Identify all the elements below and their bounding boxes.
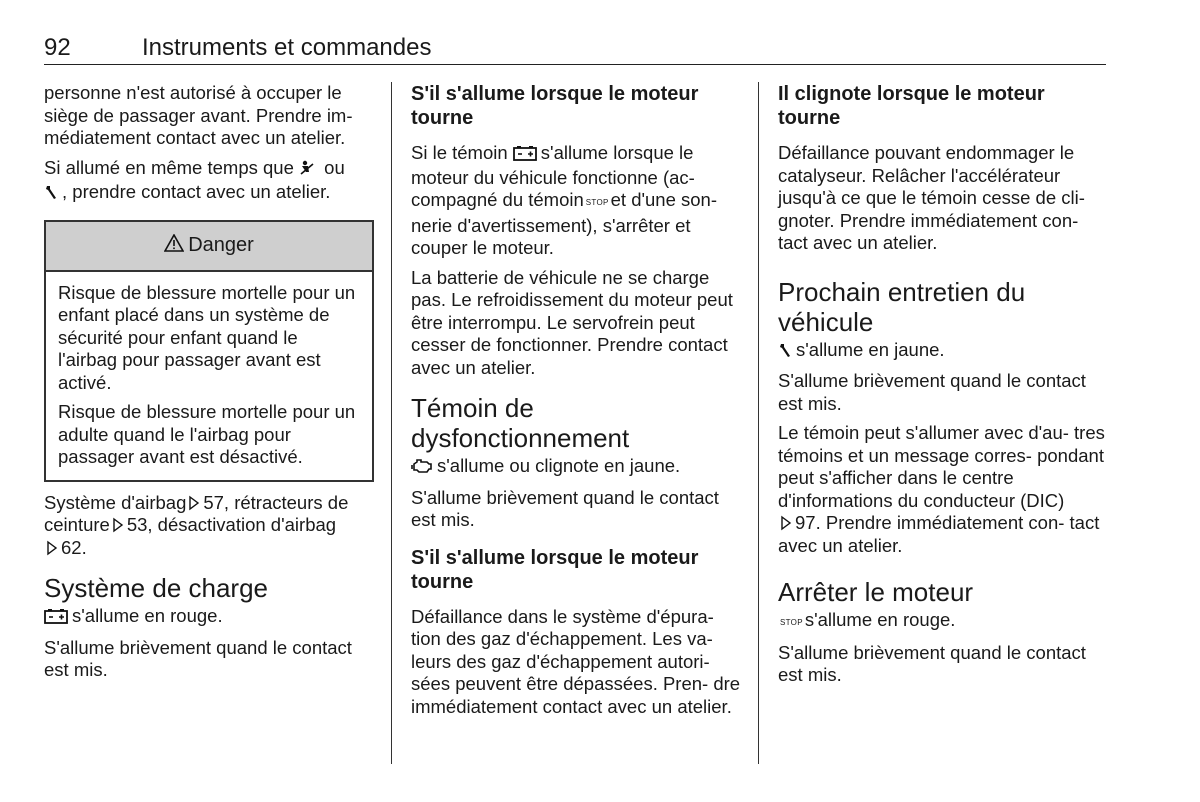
paragraph: Défaillance pouvant endommager le catalyseur. Relâcher l'accélérateur jusqu'à ce que le témoin cesse de cli- gnoter. Prendre immédiatement con- tact avec un atelier. xyxy=(778,142,1085,253)
text: 53, désactivation d'airbag xyxy=(126,514,337,535)
paragraph: S'allume brièvement quand le contact est mis. xyxy=(778,370,1086,414)
seatbelt-icon xyxy=(299,159,315,182)
paragraph: S'allume brièvement quand le contact est mis. xyxy=(411,486,719,530)
text: s'allume en jaune. xyxy=(796,338,945,360)
subheading: S'il s'allume lorsque le moteur tourne xyxy=(411,83,699,129)
column-2 xyxy=(411,82,741,725)
column-divider xyxy=(758,82,759,764)
subheading: S'il s'allume lorsque le moteur tourne xyxy=(411,546,699,593)
text: Système d'airbag xyxy=(44,491,187,513)
paragraph: Risque de blessure mortelle pour un adulte quand le l'airbag pour passager avant est désactivé. xyxy=(58,401,356,467)
page-reference-icon xyxy=(112,517,124,533)
section-heading: Système de charge xyxy=(44,573,269,603)
text: s'allume lorsque le moteur du véhicule fonctionne (ac- compagné du témoin xyxy=(411,142,695,210)
page-reference-icon xyxy=(780,515,792,531)
paragraph: S'allume brièvement quand le contact est mis. xyxy=(778,641,1086,685)
section-heading: Prochain entretien du véhicule xyxy=(778,276,1026,337)
paragraph xyxy=(44,157,374,206)
engine-icon xyxy=(411,457,433,480)
text: Le témoin peut s'allumer avec d'au- tres témoins et un message corres- pondant peut s'afficher dans le centre d'informations du conducteur (DIC) xyxy=(778,422,1105,511)
warning-triangle-icon xyxy=(164,234,184,258)
column-1 xyxy=(44,82,374,689)
paragraph: La batterie de véhicule ne se charge pas. Le refroidissement du moteur peut être interrompu. Le servofrein peut cesser de fonctionner. Prendre contact avec un atelier. xyxy=(411,266,733,378)
section-heading: Témoin de dysfonctionnement xyxy=(411,393,630,453)
paragraph xyxy=(411,455,741,480)
stop-icon: STOP xyxy=(585,198,609,207)
battery-icon xyxy=(44,607,68,630)
column-3 xyxy=(778,82,1108,694)
text: ou xyxy=(324,156,345,178)
page-header xyxy=(44,34,1106,65)
text: s'allume en rouge. xyxy=(804,609,956,630)
danger-header xyxy=(46,222,372,272)
text: , prendre contact avec un atelier. xyxy=(62,181,331,202)
text: 97. Prendre immédiatement con- tact avec un atelier. xyxy=(778,512,1100,556)
paragraph xyxy=(778,609,1108,635)
danger-box xyxy=(44,220,374,482)
cross-references xyxy=(44,492,374,560)
paragraph xyxy=(44,605,374,630)
paragraph: Risque de blessure mortelle pour un enfant placé dans un système de sécurité pour enfant quand le l'airbag pour passager avant est activé. xyxy=(58,281,356,393)
text: s'allume en rouge. xyxy=(72,605,223,626)
paragraph xyxy=(778,422,1108,557)
text: Si le témoin xyxy=(411,142,508,163)
paragraph xyxy=(411,142,741,260)
danger-title: Danger xyxy=(188,234,254,257)
paragraph: S'allume brièvement quand le contact est mis. xyxy=(44,636,352,680)
section-heading: Arrêter le moteur xyxy=(778,577,974,607)
wrench-icon xyxy=(778,341,792,364)
paragraph: Défaillance dans le système d'épura- tion des gaz d'échappement. Les va- leurs des gaz d'échappement autori- sées peuvent être dépassées. Pren- dre immédiatement contact avec un atelier. xyxy=(411,605,741,717)
text: 57, rétracteurs de ceinture xyxy=(44,491,349,535)
page-reference-icon xyxy=(46,540,58,556)
text: 62. xyxy=(61,536,87,558)
subheading: Il clignote lorsque le moteur tourne xyxy=(778,83,1045,129)
chapter-title: Instruments et commandes xyxy=(142,34,432,61)
page-reference-icon xyxy=(188,495,200,511)
battery-icon xyxy=(513,144,537,167)
paragraph xyxy=(778,339,1108,364)
column-divider xyxy=(391,82,392,764)
page-number: 92 xyxy=(44,34,71,61)
text: et d'une son- nerie d'avertissement), s'arrêter et couper le moteur. xyxy=(411,189,718,258)
danger-body xyxy=(46,272,372,480)
text: Si allumé en même temps que xyxy=(44,156,294,178)
text: s'allume ou clignote en jaune. xyxy=(437,455,681,476)
paragraph: personne n'est autorisé à occuper le siège de passager avant. Prendre im- médiatement contact avec un atelier. xyxy=(44,82,353,148)
stop-icon: STOP xyxy=(780,618,803,627)
wrench-icon xyxy=(44,183,58,206)
